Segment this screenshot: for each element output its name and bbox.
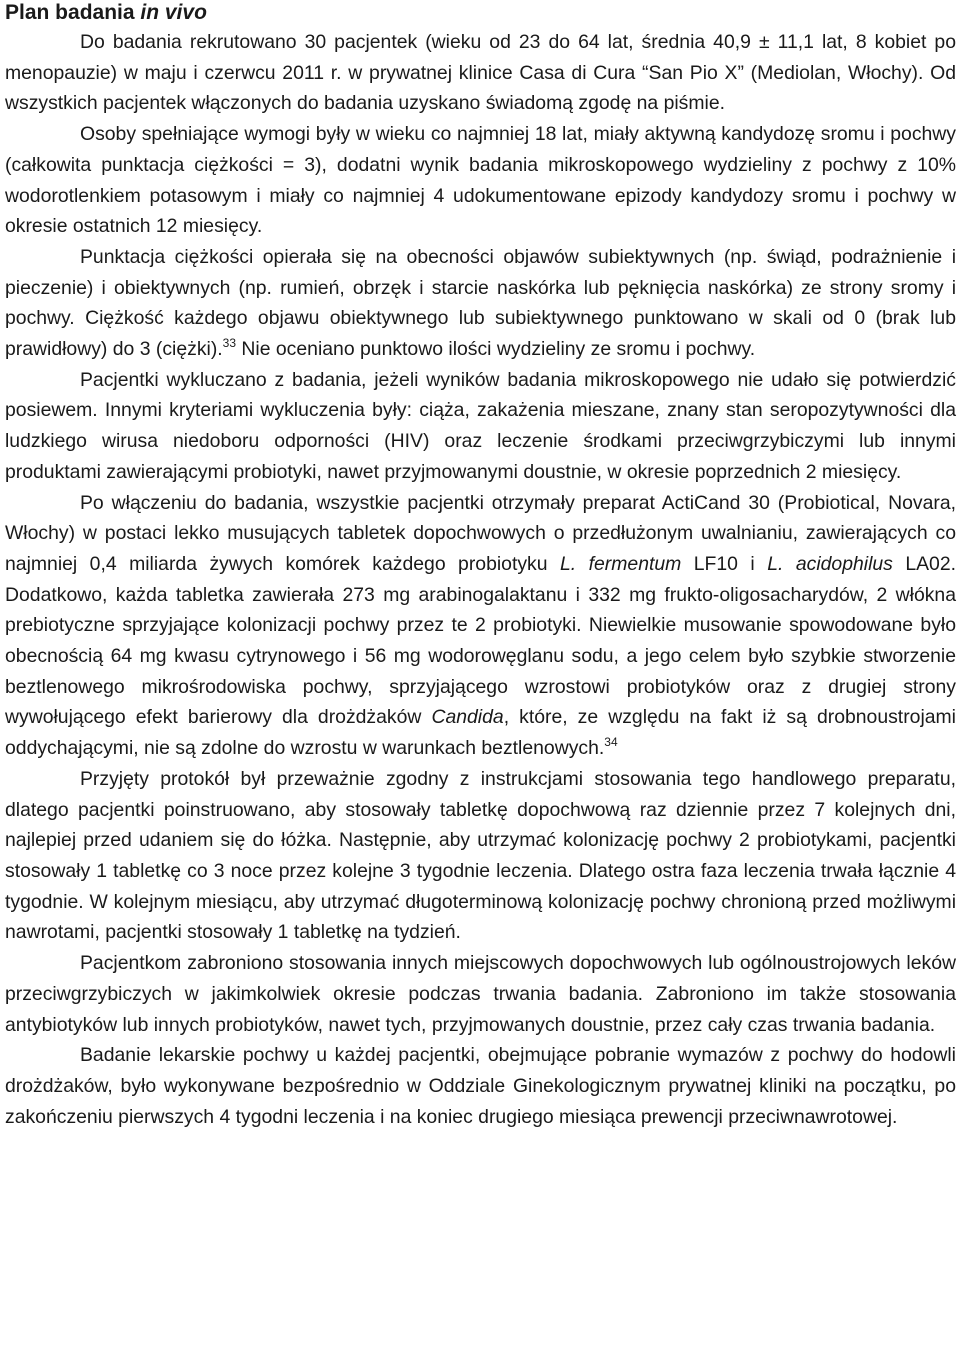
paragraph-exclusion-criteria: Pacjentki wykluczano z badania, jeżeli wyników badania mikroskopowego nie udało się potwierdzić posiewem. Innymi kryteriami wykluczenia były: ciąża, zakażenia mieszane, znany stan seropozytywności dla ludzkiego wirusa niedoboru odporności (HIV) oraz leczenie środkami przeciwgrzybiczymi lub innymi produktami zawierającymi probiotyki, nawet przyjmowanymi doustnie, w okresie poprzednich 2 miesięcy. — [5, 368, 956, 483]
paragraph-examination: Badanie lekarskie pochwy u każdej pacjentki, obejmujące pobranie wymazów z pochwy do hodowli drożdżaków, było wykonywane bezpośrednio w Oddziale Ginekologicznym prywatnej kliniki na początku, po zakończeniu pierwszych 4 tygodni leczenia i na koniec drugiego miesiąca prewencji przeciwnawrotowej. — [5, 1044, 956, 1128]
heading-text: Plan badania — [5, 1, 141, 24]
paragraph-text: Punktacja ciężkości opierała się na obecności objawów subiektywnych (np. świąd, podrażnienie i pieczenie) i obiektywnych (np. rumień, obrzęk i starcie naskórka lub pęknięcia naskórka) ze strony sromy i pochwy. Ciężkość każdego objawu obiektywnego lub subiektywnego punktowano w skali od 0 (brak lub prawidłowy) do 3 (ciężki). — [5, 245, 956, 361]
paragraph-prohibitions: Pacjentkom zabroniono stosowania innych miejscowych dopochwowych lub ogólnoustrojowych leków przeciwgrzybiczych w jakimkolwiek okresie podczas trwania badania. Zabroniono im także stosowania antybiotyków lub innych probiotyków, nawet tych, przyjmowanych doustnie, przez cały czas trwania badania. — [5, 952, 956, 1036]
paragraph-severity-score — [5, 242, 956, 365]
paragraph-text: Po włączeniu do badania, wszystkie pacjentki otrzymały preparat ActiCand 30 (Probiotical, Novara, Włochy) w postaci lekko musujących tabletek dopochwowych o przedłużonym uwalnianiu, zawierających co najmniej 0,4 miliarda żywych komórek każdego probiotyku — [5, 491, 956, 575]
paragraph-text: LA02. Dodatkowo, każda tabletka zawierała 273 mg arabinogalaktanu i 332 mg frukto-oligosacharydów, 2 włókna prebiotyczne sprzyjające kolonizacji pochwy przez te 2 probiotyki. Niewielkie musowanie spowodowane było obecnością 64 mg kwasu cytrynowego i 56 mg wodorowęglanu sodu, a jego celem było szybkie stworzenie beztlenowego mikrośrodowiska pochwy, sprzyjającego wzrostowi probiotyków oraz z drugiej strony wywołującego efekt barierowy dla drożdżaków — [5, 552, 956, 729]
heading-italic: in vivo — [140, 1, 207, 24]
reference-marker: 34 — [604, 735, 618, 750]
species-name: L. acidophilus — [767, 552, 893, 575]
paragraph-protocol: Przyjęty protokół był przeważnie zgodny z instrukcjami stosowania tego handlowego preparatu, dlatego pacjentki poinstruowano, aby stosowały tabletkę dopochwową raz dziennie przez 7 kolejnych dni, najlepiej przed udaniem się do łóżka. Następnie, aby utrzymać kolonizację pochwy 2 probiotykami, pacjentki stosowały 1 tabletkę co 3 noce przez kolejne 3 tygodnie leczenia. Dlatego ostra faza leczenia trwała łącznie 4 tygodnie. W kolejnym miesiącu, aby utrzymać długoterminową kolonizację pochwy chronioną przed możliwymi nawrotami, pacjentki stosowały 1 tabletkę na tydzień. — [5, 767, 956, 944]
paragraph-text: LF10 i — [681, 552, 768, 575]
paragraph-inclusion-criteria: Osoby spełniające wymogi były w wieku co najmniej 18 lat, miały aktywną kandydozę sromu i pochwy (całkowita punktacja ciężkości = 3), dodatni wynik badania mikroskopowego wydzieliny z pochwy z 10% wodorotlenkiem potasowym i miały co najmniej 4 udokumentowane epizody kandydozy sromu i pochwy w okresie ostatnich 12 miesięcy. — [5, 123, 956, 238]
reference-marker: 33 — [222, 336, 237, 351]
paragraph-text: Nie oceniano punktowo ilości wydzieliny ze sromu i pochwy. — [236, 338, 756, 361]
paragraph-recruitment: Do badania rekrutowano 30 pacjentek (wieku od 23 do 64 lat, średnia 40,9 ± 11,1 lat, 8 kobiet po menopauzie) w maju i czerwcu 2011 r. w prywatnej klinice Casa di Cura “San Pio X” (Mediolan, Włochy). Od wszystkich pacjentek włączonych do badania uzyskano świadomą zgodę na piśmie. — [5, 31, 956, 115]
species-name: L. fermentum — [560, 552, 682, 575]
genus-name: Candida — [431, 706, 504, 729]
section-heading — [5, 0, 956, 26]
paragraph-treatment — [5, 488, 956, 764]
paragraph-text: , które, ze względu na fakt iż są drobnoustrojami oddychającymi, nie są zdolne do wzrostu w warunkach beztlenowych. — [5, 706, 956, 760]
